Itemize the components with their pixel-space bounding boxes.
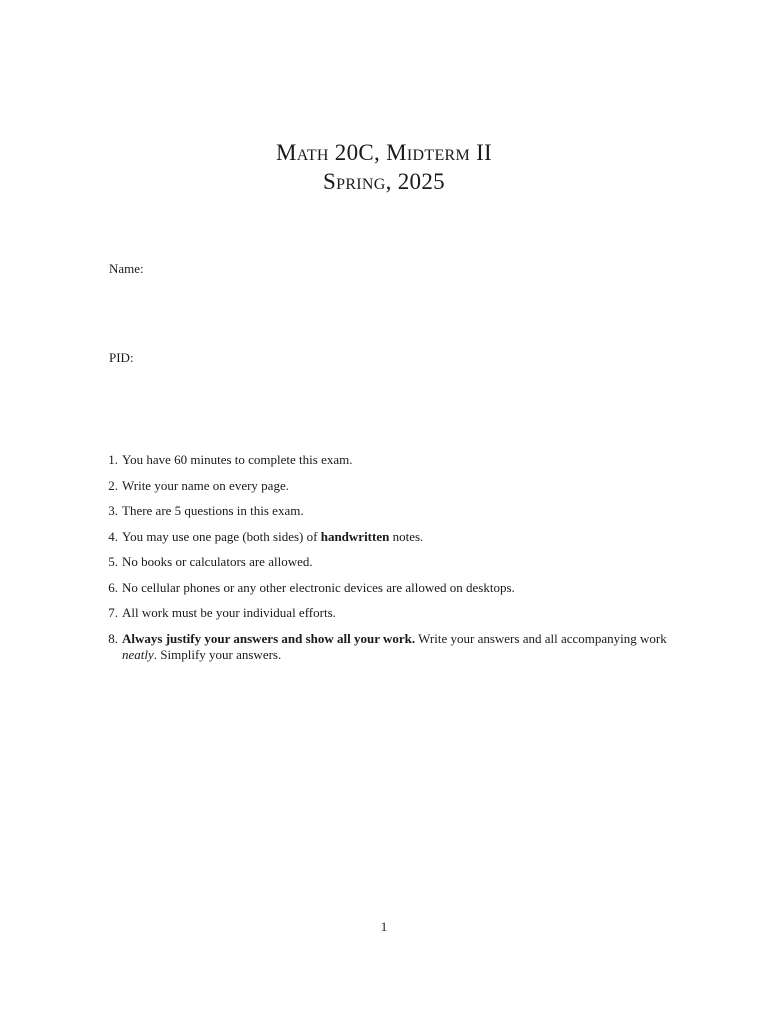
instruction-emphasis: Always justify your answers and show all your work. xyxy=(122,630,416,646)
title-block xyxy=(0,138,768,196)
instruction-number: 4. xyxy=(108,528,118,544)
instruction-item xyxy=(100,605,690,621)
instruction-text-post: . Simplify your answers. xyxy=(153,646,282,662)
instruction-text-pre: You may use one page (both sides) of xyxy=(122,528,321,544)
instruction-number: 3. xyxy=(108,503,118,518)
instruction-number: 7. xyxy=(108,605,118,620)
instruction-item xyxy=(100,580,690,596)
instruction-item xyxy=(100,529,690,545)
instruction-text: No books or calculators are allowed. xyxy=(122,554,313,569)
instruction-italic: neatly xyxy=(122,646,154,662)
instruction-item xyxy=(100,452,690,468)
exam-title: Math 20C, Midterm II xyxy=(276,140,492,165)
instruction-number: 1. xyxy=(108,452,118,467)
instruction-item xyxy=(100,631,690,663)
name-label: Name: xyxy=(109,261,144,276)
exam-term: Spring, 2025 xyxy=(323,169,445,194)
instruction-text-post: notes. xyxy=(389,528,424,544)
page-number: 1 xyxy=(380,919,388,934)
instruction-item xyxy=(100,478,690,494)
instruction-text: No cellular phones or any other electronic devices are allowed on desktops. xyxy=(122,579,515,595)
instruction-item xyxy=(100,503,690,519)
instruction-text: There are 5 questions in this exam. xyxy=(122,503,304,518)
instruction-text: You have 60 minutes to complete this exam. xyxy=(122,452,353,467)
instruction-text-mid: Write your answers and all accompanying work xyxy=(415,630,667,646)
pid-label: PID: xyxy=(109,350,134,365)
instruction-text: All work must be your individual efforts. xyxy=(122,605,336,620)
instruction-number: 8. xyxy=(108,630,118,646)
instruction-number: 6. xyxy=(108,579,118,595)
instruction-item xyxy=(100,554,690,570)
instruction-number: 5. xyxy=(108,554,118,569)
instruction-emphasis: handwritten xyxy=(320,528,390,544)
instruction-number: 2. xyxy=(108,477,118,493)
instruction-text: Write your name on every page. xyxy=(122,477,289,493)
instructions-list xyxy=(100,452,690,672)
